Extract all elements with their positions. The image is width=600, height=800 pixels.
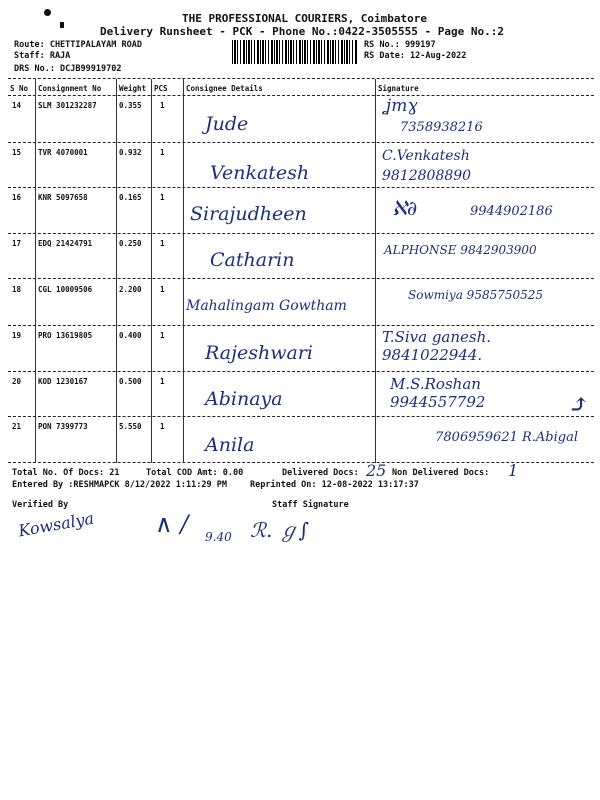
staff-signature-scribble: ℛ. ℊ∫	[250, 518, 310, 542]
runsheet-subtitle: Delivery Runsheet - PCK - Phone No.:0422-3505555 - Page No.:2	[100, 25, 504, 38]
row-pcs: 1	[160, 239, 165, 248]
row-consignment-no: TVR 4070001	[38, 148, 88, 157]
row-weight: 0.355	[119, 101, 142, 110]
row-sno: 18	[12, 285, 22, 294]
row-consignment-no: SLM 301232287	[38, 101, 97, 110]
consignee-name: Venkatesh	[210, 162, 310, 184]
rs-number: RS No.: 999197	[364, 40, 436, 50]
delivered-docs-label: Delivered Docs:	[282, 468, 359, 478]
scan-mark-dot	[44, 9, 51, 16]
row-consignment-no: KOD 1230167	[38, 377, 88, 386]
staff-signature-mark: ∧ ∕	[155, 510, 189, 538]
barcode	[232, 40, 358, 64]
col-header-signature: Signature	[378, 84, 419, 93]
row-pcs: 1	[160, 422, 165, 431]
row-pcs: 1	[160, 377, 165, 386]
consignee-name: Rajeshwari	[205, 342, 313, 364]
scan-mark-dot	[60, 22, 64, 28]
entered-by: Entered By :RESHMAPCK 8/12/2022 1:11:29 PM	[12, 480, 227, 490]
col-header-consignment: Consignment No	[38, 84, 102, 93]
row-divider	[8, 416, 594, 417]
verified-signature: Kowsalya	[16, 508, 96, 541]
col-header-sno: S No	[10, 84, 29, 93]
signature-phone: 9944902186	[470, 204, 553, 219]
row-divider	[8, 278, 594, 279]
row-sno: 19	[12, 331, 22, 340]
row-weight: 0.932	[119, 148, 142, 157]
row-divider	[8, 371, 594, 372]
consignee-name: Catharin	[210, 249, 295, 271]
row-sno: 20	[12, 377, 22, 386]
row-weight: 0.165	[119, 193, 142, 202]
table-top-rule	[8, 78, 594, 79]
row-weight: 2.200	[119, 285, 142, 294]
col-header-weight: Weight	[119, 84, 147, 93]
col-header-consignee: Consignee Details	[186, 84, 263, 93]
col-divider	[35, 79, 36, 463]
row-sno: 21	[12, 422, 22, 431]
row-consignment-no: PRO 13619805	[38, 331, 93, 340]
verified-by-label: Verified By	[12, 500, 69, 510]
row-pcs: 1	[160, 193, 165, 202]
signature-text: ALPHONSE 9842903900	[384, 243, 537, 257]
row-sno: 14	[12, 101, 22, 110]
row-consignment-no: CGL 10009506	[38, 285, 93, 294]
company-title: THE PROFESSIONAL COURIERS, Coimbatore	[182, 12, 428, 25]
row-divider	[8, 233, 594, 234]
col-divider	[375, 79, 376, 463]
row-pcs: 1	[160, 148, 165, 157]
row-consignment-no: EDQ 21424791	[38, 239, 93, 248]
staff-signature-label: Staff Signature	[272, 500, 349, 510]
signature-text: C.Venkatesh 9812808890	[382, 148, 472, 184]
total-docs: Total No. Of Docs: 21	[12, 468, 120, 478]
row-pcs: 1	[160, 101, 165, 110]
row-divider	[8, 187, 594, 188]
signature-phone: 7358938216	[400, 120, 483, 135]
consignee-name: Mahalingam Gowtham	[186, 298, 347, 314]
signature-text: Sowmiya 9585750525	[408, 288, 544, 302]
consignee-name: Jude	[205, 113, 249, 135]
consignee-name: Abinaya	[205, 388, 283, 410]
consignee-name: Anila	[205, 434, 255, 456]
row-consignment-no: KNR 5097658	[38, 193, 88, 202]
row-sno: 15	[12, 148, 22, 157]
signature-text: M.S.Roshan 9944557792	[390, 375, 486, 411]
row-pcs: 1	[160, 285, 165, 294]
reprinted-on: Reprinted On: 12-08-2022 13:17:37	[250, 480, 419, 490]
row-weight: 5.550	[119, 422, 142, 431]
row-sno: 17	[12, 239, 22, 248]
row-sno: 16	[12, 193, 22, 202]
table-bottom-rule	[8, 462, 594, 463]
drs-number: DRS No.: DCJB99919702	[14, 64, 122, 74]
signature-mark: ʝmɣ	[385, 96, 418, 116]
row-consignment-no: PON 7399773	[38, 422, 88, 431]
col-divider	[183, 79, 184, 463]
row-weight: 0.250	[119, 239, 142, 248]
row-divider	[8, 142, 594, 143]
signature-mark: ℵ∂	[392, 196, 418, 220]
total-cod: Total COD Amt: 0.00	[146, 468, 244, 478]
row-weight: 0.500	[119, 377, 142, 386]
non-delivered-label: Non Delivered Docs:	[392, 468, 490, 478]
col-header-pcs: PCS	[154, 84, 168, 93]
staff-label: Staff: RAJA	[14, 51, 71, 61]
col-divider	[116, 79, 117, 463]
time-note: 9.40	[205, 530, 232, 544]
delivered-count: 25	[366, 461, 387, 480]
row-divider	[8, 325, 594, 326]
consignee-name: Sirajudheen	[190, 203, 307, 225]
arrow-mark: ⤴	[568, 390, 590, 420]
rs-date: RS Date: 12-Aug-2022	[364, 51, 467, 61]
non-delivered-count: 1	[508, 461, 519, 480]
row-pcs: 1	[160, 331, 165, 340]
table-header-rule	[8, 95, 594, 96]
row-weight: 0.400	[119, 331, 142, 340]
route-label: Route: CHETTIPALAYAM ROAD	[14, 40, 142, 50]
col-divider	[151, 79, 152, 463]
signature-text: T.Siva ganesh. 9841022944.	[382, 328, 492, 364]
signature-text: 7806959621 R.Abigal	[435, 430, 578, 445]
